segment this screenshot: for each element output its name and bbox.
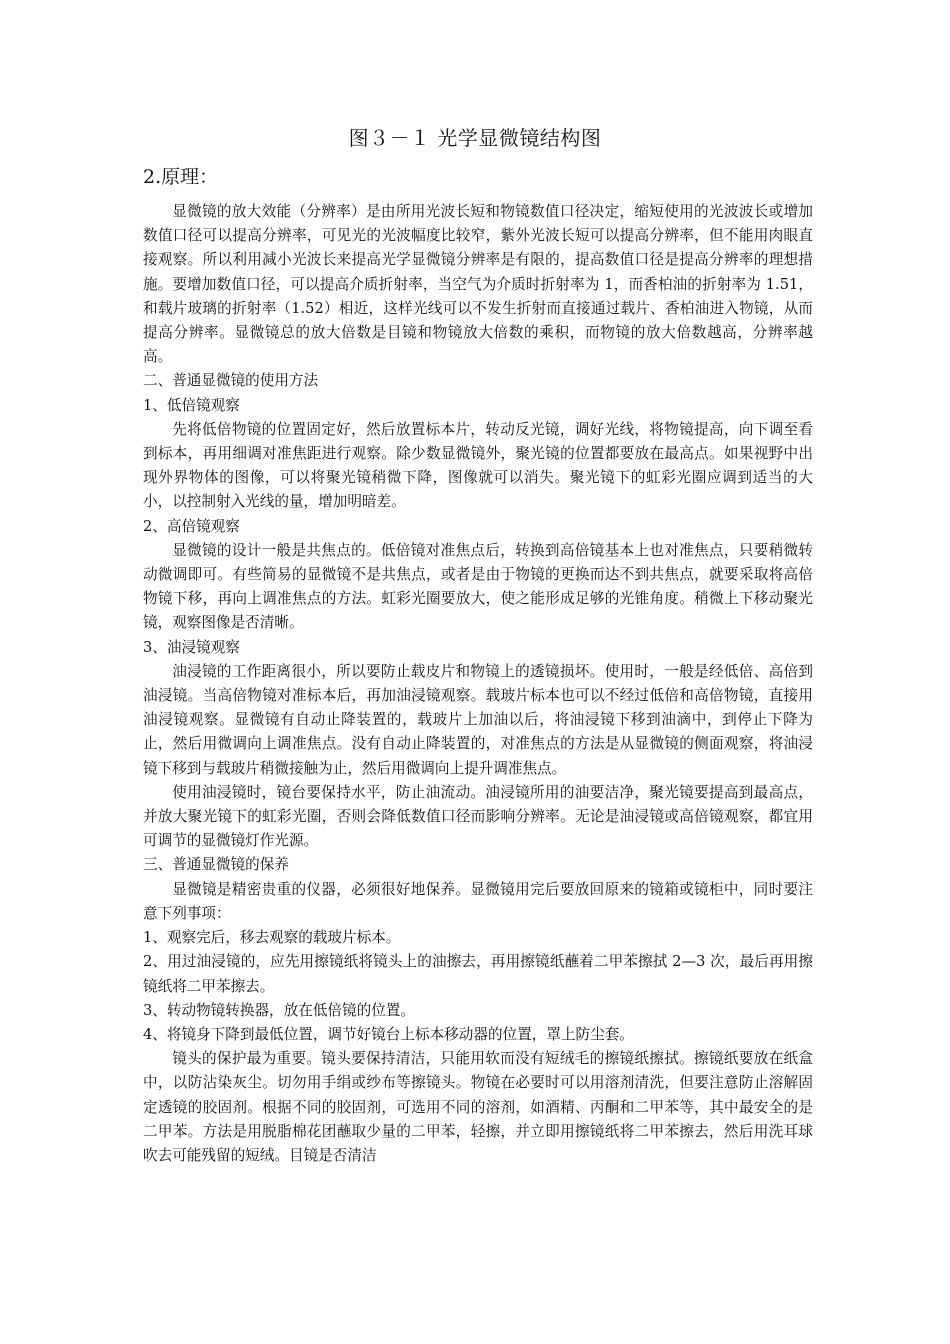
low-power-paragraph: 先将低倍物镜的位置固定好，然后放置标本片，转动反光镜，调好光线，将物镜提高，向下调至看到标本，再用细调对准焦距进行观察。除少数显微镜外，聚光镜的位置都要放在最高点。如果视野中出现外界物体的图像，可以将聚光镜稍微下降，图像就可以消失。聚光镜下的虹彩光圈应调到适当的大小，以控制射入光线的量，增加明暗差。	[143, 420, 813, 511]
subheading-oil-immersion: 3、油浸镜观察	[143, 638, 240, 656]
oil-immersion-paragraph-2: 使用油浸镜时，镜台要保持水平，防止油流动。油浸镜所用的油要洁净，聚光镜要提高到最高点，并放大聚光镜下的虹彩光圈，否则会降低数值口径而影响分辨率。无论是油浸镜或高倍镜观察，都宜用可调节的显微镜灯作光源。	[143, 783, 813, 850]
principle-paragraph: 显微镜的放大效能（分辨率）是由所用光波长短和物镜数值口径决定，缩短使用的光波波长或增加数值口径可以提高分辨率，可见光的光波幅度比较窄，紫外光波长短可以提高分辨率，但不能用肉眼直接观察。所以利用减小光波长来提高光学显微镜分辨率是有限的，提高数值口径是提高分辨率的理想措施。要增加数值口径，可以提高介质折射率，当空气为介质时折射率为 1，而香柏油的折射率为 1.51，和载片玻璃的折射率（1.52）相近，这样光线可以不发生折射而直接通过载片、香柏油进入物镜，从而提高分辨率。显微镜总的放大倍数是目镜和物镜放大倍数的乘积，而物镜的放大倍数越高，分辨率越高。	[143, 203, 813, 366]
high-power-paragraph: 显微镜的设计一般是共焦点的。低倍镜对准焦点后，转换到高倍镜基本上也对准焦点，只要稍微转动微调即可。有些简易的显微镜不是共焦点，或者是由于物镜的更换而达不到共焦点，就要采取将高倍物镜下移，再向上调准焦点的方法。虹彩光圈要放大，使之能形成足够的光锥角度。稍微上下移动聚光镜，观察图像是否清晰。	[143, 541, 813, 632]
principle-heading: 2.原理：	[143, 166, 219, 188]
subheading-high-power: 2、高倍镜观察	[143, 517, 240, 535]
maintenance-item: 4、将镜身下降到最低位置，调节好镜台上标本移动器的位置，罩上防尘套。	[143, 1025, 634, 1043]
lens-care-paragraph: 镜头的保护最为重要。镜头要保持清洁，只能用软而没有短绒毛的擦镜纸擦拭。擦镜纸要放在纸盒中，以防沾染灰尘。切勿用手绢或纱布等擦镜头。物镜在必要时可以用溶剂清洗，但要注意防止溶解固定透镜的胶固剂。根据不同的胶固剂，可选用不同的溶剂，如酒精、丙酮和二甲苯等，其中最安全的是二甲苯。方法是用脱脂棉花团蘸取少量的二甲苯，轻擦，并立即用擦镜纸将二甲苯擦去，然后用洗耳球吹去可能残留的短绒。目镜是否清洁	[143, 1050, 813, 1164]
maintenance-item: 3、转动物镜转换器，放在低倍镜的位置。	[143, 1001, 415, 1019]
figure-caption: 图３－１ 光学显微镜结构图	[348, 126, 602, 150]
maintenance-item: 1、观察完后，移去观察的载玻片标本。	[143, 929, 401, 947]
section-heading-usage: 二、普通显微镜的使用方法	[143, 372, 319, 390]
section-heading-maintenance: 三、普通显微镜的保养	[143, 856, 289, 874]
subheading-low-power: 1、低倍镜观察	[143, 396, 240, 414]
maintenance-intro: 显微镜是精密贵重的仪器，必须很好地保养。显微镜用完后要放回原来的镜箱或镜柜中，同时要注意下列事项：	[143, 880, 813, 922]
document-body	[143, 200, 813, 1168]
maintenance-item: 2、用过油浸镜的，应先用擦镜纸将镜头上的油擦去，再用擦镜纸蘸着二甲苯擦拭 2—3 次，最后再用擦镜纸将二甲苯擦去。	[143, 953, 813, 995]
oil-immersion-paragraph-1: 油浸镜的工作距离很小，所以要防止载皮片和物镜上的透镜损坏。使用时，一般是经低倍、高倍到油浸镜。当高倍物镜对准标本后，再加油浸镜观察。载玻片标本也可以不经过低倍和高倍物镜，直接用油浸镜观察。显微镜有自动止降装置的，载玻片上加油以后，将油浸镜下移到油滴中，到停止下降为止，然后用微调向上调准焦点。没有自动止降装置的，对准焦点的方法是从显微镜的侧面观察，将油浸镜下移到与载玻片稍微接触为止，然后用微调向上提升调准焦点。	[143, 662, 813, 777]
